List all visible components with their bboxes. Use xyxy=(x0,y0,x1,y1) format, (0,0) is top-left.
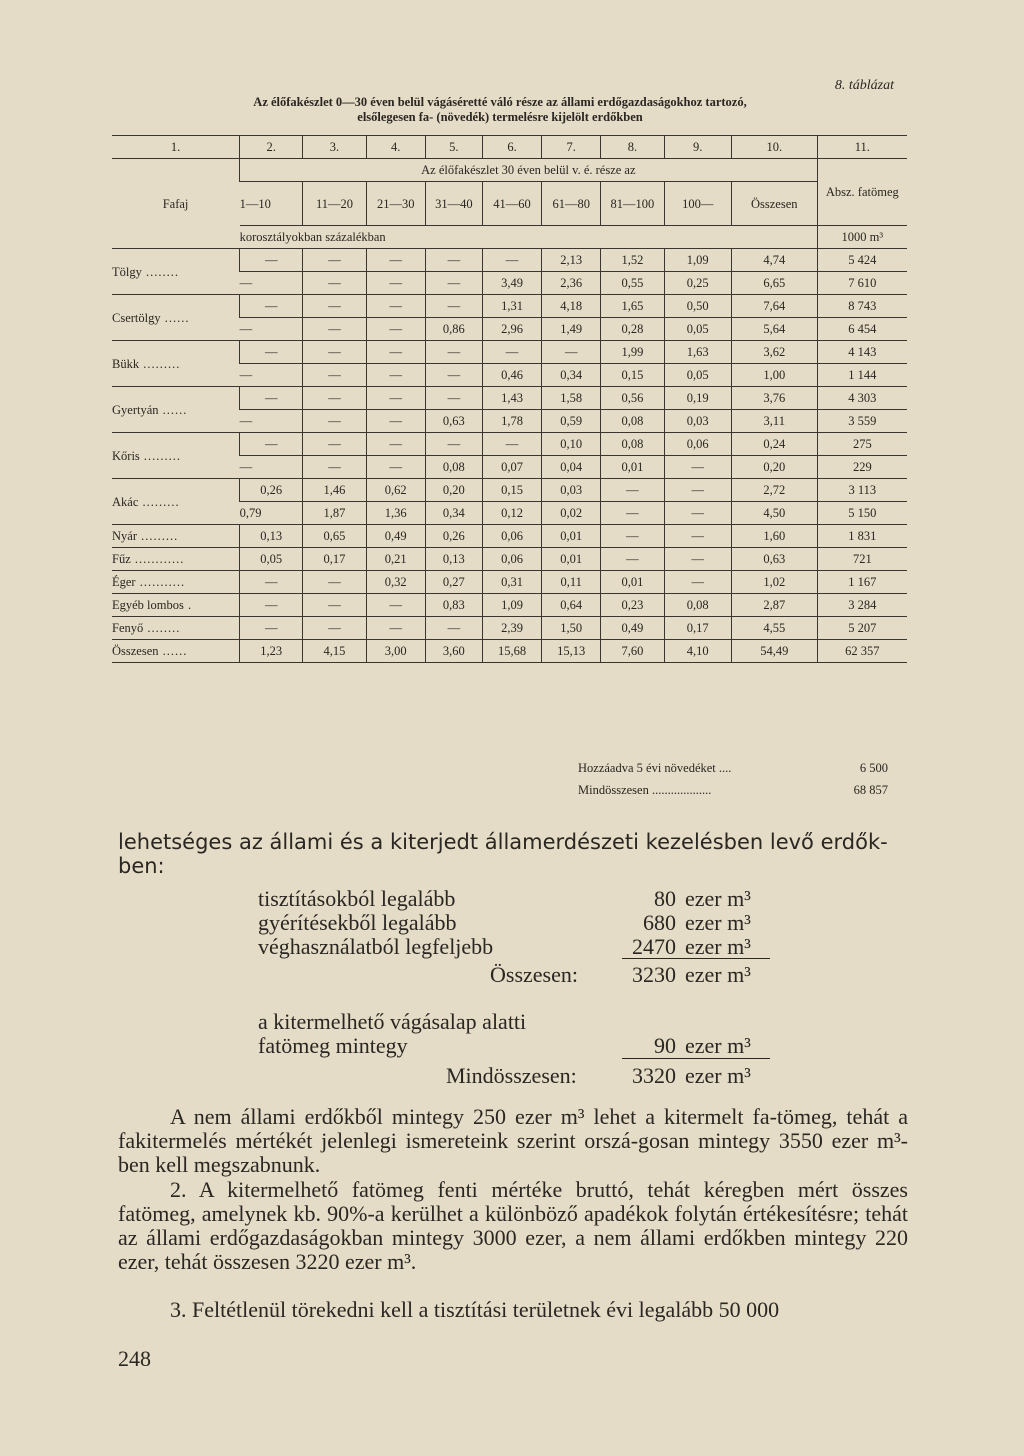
table-cell: 0,13 xyxy=(240,525,303,548)
table-cell: 2,87 xyxy=(731,594,817,617)
table-cell: 4,10 xyxy=(664,640,731,663)
table-cell: — xyxy=(303,341,366,364)
species-name xyxy=(112,479,240,525)
table-cell: — xyxy=(303,272,366,295)
leader-dots: ......... xyxy=(139,356,181,371)
table-cell: 54,49 xyxy=(731,640,817,663)
table-cell: 4 303 xyxy=(817,387,907,410)
table-cell: — xyxy=(366,272,425,295)
species-name xyxy=(112,525,240,548)
calc-block-1: tisztításokból legalább 80 ezer m³ gyérítésekből legalább 680 ezer m³ véghasználatból legfeljebb 2470 ezer m³ Összesen: 3230 ezer m³ xyxy=(0,887,1024,997)
table-label: 8. táblázat xyxy=(834,78,894,93)
table-cell: 0,21 xyxy=(366,548,425,571)
species-name xyxy=(112,433,240,479)
species-label: Csertölgy xyxy=(112,310,161,325)
table-cell: 1,78 xyxy=(482,410,541,433)
total-row xyxy=(112,640,907,663)
species-name xyxy=(112,341,240,387)
table-cell: 0,03 xyxy=(664,410,731,433)
species-label: Nyár xyxy=(112,529,137,543)
table-cell: 6 454 xyxy=(817,318,907,341)
table-cell: 5 150 xyxy=(817,502,907,525)
table-row xyxy=(112,387,907,410)
table-cell: 0,86 xyxy=(425,318,482,341)
table-cell: — xyxy=(303,456,366,479)
species-name xyxy=(112,387,240,433)
age-class-header: Összesen xyxy=(731,182,817,226)
table-cell: 1,00 xyxy=(731,364,817,387)
table-cell: 0,05 xyxy=(240,548,303,571)
leader-dots: ...... xyxy=(158,402,188,417)
column-number: 3. xyxy=(303,136,366,159)
leader-dots: ......... xyxy=(138,494,180,509)
table-cell: 0,32 xyxy=(366,571,425,594)
table-row xyxy=(112,525,907,548)
table-row xyxy=(112,341,907,364)
table-cell: 0,20 xyxy=(425,479,482,502)
table-cell: — xyxy=(240,387,303,410)
table-cell: — xyxy=(425,364,482,387)
table-cell: 0,63 xyxy=(425,410,482,433)
table-cell: — xyxy=(303,249,366,272)
table-cell: 1,60 xyxy=(731,525,817,548)
table-cell: — xyxy=(303,571,366,594)
table-cell: 3,11 xyxy=(731,410,817,433)
table-cell: — xyxy=(601,479,664,502)
page-number: 248 xyxy=(118,1346,151,1371)
table-cell: 1,31 xyxy=(482,295,541,318)
table-cell: 0,79 xyxy=(240,502,303,525)
table-cell: — xyxy=(366,364,425,387)
total-label xyxy=(112,640,240,663)
table-cell: — xyxy=(303,318,366,341)
column-number: 2. xyxy=(240,136,303,159)
leader-dots: . xyxy=(183,598,193,612)
table-cell: 3,60 xyxy=(425,640,482,663)
table-cell: 0,04 xyxy=(542,456,601,479)
table-cell: 0,05 xyxy=(664,318,731,341)
table-row xyxy=(112,571,907,594)
table-cell: — xyxy=(303,295,366,318)
table-cell: 1,46 xyxy=(303,479,366,502)
species-label: Kőris xyxy=(112,448,140,463)
table-cell: 3,76 xyxy=(731,387,817,410)
table-cell: 2,36 xyxy=(542,272,601,295)
table-cell: 0,15 xyxy=(482,479,541,502)
leader-dots: ........ xyxy=(143,621,181,635)
species-label: Egyéb lombos xyxy=(112,598,184,612)
table-cell: 6,65 xyxy=(731,272,817,295)
table-row xyxy=(112,548,907,571)
table-cell: 0,64 xyxy=(542,594,601,617)
table-cell: 7,60 xyxy=(601,640,664,663)
table-cell: 4,55 xyxy=(731,617,817,640)
table-cell: — xyxy=(366,387,425,410)
species-name xyxy=(112,571,240,594)
column-number: 1. xyxy=(112,136,240,159)
table-cell: 0,06 xyxy=(482,548,541,571)
table-caption xyxy=(150,95,850,125)
table-cell: 1,02 xyxy=(731,571,817,594)
table-cell: — xyxy=(240,594,303,617)
table-cell: 0,27 xyxy=(425,571,482,594)
age-class-header: 100— xyxy=(664,182,731,226)
table-cell: 0,01 xyxy=(542,525,601,548)
table-cell: 0,13 xyxy=(425,548,482,571)
table-cell: 4,50 xyxy=(731,502,817,525)
table-cell: 1,09 xyxy=(482,594,541,617)
column-number: 7. xyxy=(542,136,601,159)
calc-block-2: a kitermelhető vágásalap alatti fatömeg mintegy 90 ezer m³ Mindösszesen: 3320 ezer m³ xyxy=(0,1010,1024,1090)
table-cell: — xyxy=(425,387,482,410)
table-cell: 8 743 xyxy=(817,295,907,318)
species-label: Összesen xyxy=(112,644,159,658)
species-name xyxy=(112,617,240,640)
table-cell: — xyxy=(303,410,366,433)
table-cell: 1,87 xyxy=(303,502,366,525)
table-cell: — xyxy=(425,617,482,640)
table-cell: 0,34 xyxy=(425,502,482,525)
table-cell: — xyxy=(240,272,303,295)
table-cell: 0,62 xyxy=(366,479,425,502)
table-cell: 229 xyxy=(817,456,907,479)
column-number: 5. xyxy=(425,136,482,159)
table-cell: — xyxy=(366,456,425,479)
table-cell: 2,39 xyxy=(482,617,541,640)
table-cell: 0,49 xyxy=(366,525,425,548)
table-cell: 1,23 xyxy=(240,640,303,663)
table-cell: 3,00 xyxy=(366,640,425,663)
age-class-header: 21—30 xyxy=(366,182,425,226)
table-cell: 1,63 xyxy=(664,341,731,364)
table-cell: — xyxy=(366,410,425,433)
table-cell: 15,68 xyxy=(482,640,541,663)
table-cell: 4,15 xyxy=(303,640,366,663)
table-cell: — xyxy=(366,318,425,341)
table-cell: — xyxy=(240,571,303,594)
table-cell: — xyxy=(425,433,482,456)
table-cell: — xyxy=(240,318,303,341)
table-cell: 0,28 xyxy=(601,318,664,341)
table-cell: — xyxy=(303,617,366,640)
table-cell: 0,15 xyxy=(601,364,664,387)
table-cell: — xyxy=(240,364,303,387)
table-cell: — xyxy=(425,295,482,318)
table-cell: 1,52 xyxy=(601,249,664,272)
table-cell: — xyxy=(240,433,303,456)
table-cell: 0,02 xyxy=(542,502,601,525)
table-row xyxy=(112,295,907,318)
table-cell: 3,49 xyxy=(482,272,541,295)
table-cell: — xyxy=(240,410,303,433)
column-number: 9. xyxy=(664,136,731,159)
table-cell: 62 357 xyxy=(817,640,907,663)
sum-rule-2 xyxy=(622,1058,770,1059)
table-cell: 3 559 xyxy=(817,410,907,433)
table-cell: 5 207 xyxy=(817,617,907,640)
leader-dots: ......... xyxy=(137,529,179,543)
column-number: 4. xyxy=(366,136,425,159)
table-cell: — xyxy=(664,548,731,571)
table-cell: — xyxy=(425,272,482,295)
table-cell: 275 xyxy=(817,433,907,456)
header-pct: korosztályokban százalékban xyxy=(240,226,818,249)
table-cell: 1 167 xyxy=(817,571,907,594)
table-summary xyxy=(578,757,888,801)
table-cell: 0,65 xyxy=(303,525,366,548)
age-class-header: 81—100 xyxy=(601,182,664,226)
table-cell: — xyxy=(303,364,366,387)
column-number: 6. xyxy=(482,136,541,159)
table-cell: — xyxy=(664,571,731,594)
table-cell: 0,59 xyxy=(542,410,601,433)
table-cell: 0,46 xyxy=(482,364,541,387)
table-cell: — xyxy=(240,295,303,318)
data-table xyxy=(112,135,907,663)
table-cell: — xyxy=(664,502,731,525)
table-cell: 721 xyxy=(817,548,907,571)
table-row xyxy=(112,479,907,502)
table-cell: 4,74 xyxy=(731,249,817,272)
table-cell: 0,56 xyxy=(601,387,664,410)
table-cell: 1 144 xyxy=(817,364,907,387)
table-cell: — xyxy=(240,341,303,364)
leader-dots: ............ xyxy=(130,552,185,566)
table-cell: 0,01 xyxy=(601,571,664,594)
table-cell: — xyxy=(542,341,601,364)
table-row xyxy=(112,249,907,272)
table-cell: — xyxy=(482,249,541,272)
paragraph-3: 2. A kitermelhető fatömeg fenti mértéke bruttó, tehát kéregben mért összes fatömeg, amelynek kb. 90%-a kerülhet a különböző apadékok folytán értékesítésre; tehát az állami erdőgazdaságokban mintegy 3000 ezer, a nem állami erdőkben mintegy 220 ezer, tehát összesen 3220 ezer m³. xyxy=(118,1177,908,1274)
header-absz: Absz. fatömeg xyxy=(817,159,907,226)
table-cell: 0,08 xyxy=(664,594,731,617)
table-cell: — xyxy=(303,433,366,456)
age-class-header: 61—80 xyxy=(542,182,601,226)
leader-dots: ........ xyxy=(141,264,179,279)
table-cell: 0,20 xyxy=(731,456,817,479)
table-cell: 0,08 xyxy=(601,410,664,433)
table-cell: — xyxy=(664,525,731,548)
summary-row-2: Mindösszesen ................... 68 857 xyxy=(578,783,888,797)
table-cell: 0,11 xyxy=(542,571,601,594)
table-cell: 1,09 xyxy=(664,249,731,272)
column-number: 8. xyxy=(601,136,664,159)
table-cell: 0,08 xyxy=(425,456,482,479)
table-cell: 4 143 xyxy=(817,341,907,364)
table-cell: 5 424 xyxy=(817,249,907,272)
species-label: Gyertyán xyxy=(112,402,159,417)
table-cell: 0,05 xyxy=(664,364,731,387)
table-cell: 0,24 xyxy=(731,433,817,456)
table-cell: 2,13 xyxy=(542,249,601,272)
table-cell: 0,23 xyxy=(601,594,664,617)
table-cell: 0,19 xyxy=(664,387,731,410)
table-cell: — xyxy=(482,433,541,456)
table-cell: — xyxy=(482,341,541,364)
column-number-row xyxy=(112,136,907,159)
table-cell: 0,83 xyxy=(425,594,482,617)
table-cell: 7 610 xyxy=(817,272,907,295)
table-cell: 0,17 xyxy=(664,617,731,640)
leader-dots: ........... xyxy=(135,575,186,589)
table-cell: 0,26 xyxy=(240,479,303,502)
table-cell: — xyxy=(664,456,731,479)
table-cell: 2,72 xyxy=(731,479,817,502)
table-cell: — xyxy=(664,479,731,502)
sum-rule-1 xyxy=(622,958,770,959)
table-cell: 0,26 xyxy=(425,525,482,548)
leader-dots: ...... xyxy=(158,644,188,658)
table-cell: 0,50 xyxy=(664,295,731,318)
leader-dots: ......... xyxy=(139,448,182,463)
table-cell: 0,31 xyxy=(482,571,541,594)
table-cell: — xyxy=(303,594,366,617)
table-cell: 1,43 xyxy=(482,387,541,410)
species-name xyxy=(112,594,240,617)
table-cell: — xyxy=(366,617,425,640)
column-number: 10. xyxy=(731,136,817,159)
table-cell: 0,17 xyxy=(303,548,366,571)
table-cell: 0,63 xyxy=(731,548,817,571)
species-name xyxy=(112,249,240,295)
table-cell: — xyxy=(240,456,303,479)
species-label: Fűz xyxy=(112,552,131,566)
table-cell: 3 284 xyxy=(817,594,907,617)
table-cell: 1,58 xyxy=(542,387,601,410)
column-number: 11. xyxy=(817,136,907,159)
table-row xyxy=(112,594,907,617)
table-row xyxy=(112,617,907,640)
header-unit: 1000 m³ xyxy=(817,226,907,249)
table-cell: 0,01 xyxy=(542,548,601,571)
table-cell: 3 113 xyxy=(817,479,907,502)
table-cell: — xyxy=(240,249,303,272)
header-fafaj: Fafaj xyxy=(112,159,240,249)
table-cell: 1,50 xyxy=(542,617,601,640)
table-cell: — xyxy=(366,341,425,364)
table-cell: 3,62 xyxy=(731,341,817,364)
table-cell: 0,12 xyxy=(482,502,541,525)
age-class-header: 41—60 xyxy=(482,182,541,226)
paragraph-1: lehetséges az állami és a kiterjedt államerdészeti kezelésben levő erdők-ben: xyxy=(118,830,888,878)
summary-row-1: Hozzáadva 5 évi növedéket .... 6 500 xyxy=(578,761,888,775)
table-cell: — xyxy=(366,249,425,272)
table-cell: 1,36 xyxy=(366,502,425,525)
species-name xyxy=(112,295,240,341)
age-class-header: 1—10 xyxy=(240,182,303,226)
species-name xyxy=(112,548,240,571)
species-label: Bükk xyxy=(112,356,140,371)
table-cell: 0,01 xyxy=(601,456,664,479)
species-label: Akác xyxy=(112,494,139,509)
table-cell: 0,55 xyxy=(601,272,664,295)
table-cell: 0,34 xyxy=(542,364,601,387)
table-cell: 0,06 xyxy=(664,433,731,456)
age-class-header: 11—20 xyxy=(303,182,366,226)
table-cell: 1,99 xyxy=(601,341,664,364)
table-cell: 0,06 xyxy=(482,525,541,548)
caption-line-2: elsőlegesen fa- (növedék) termelésre kijelölt erdőkben xyxy=(357,110,643,124)
table-cell: 7,64 xyxy=(731,295,817,318)
table-row xyxy=(112,433,907,456)
table-cell: — xyxy=(366,433,425,456)
species-label: Tölgy xyxy=(112,264,142,279)
age-class-header: 31—40 xyxy=(425,182,482,226)
table-cell: 0,08 xyxy=(601,433,664,456)
table-cell: — xyxy=(303,387,366,410)
table-cell: 15,13 xyxy=(542,640,601,663)
table-cell: — xyxy=(240,617,303,640)
paragraph-2: A nem állami erdőkből mintegy 250 ezer m³ lehet a kitermelt fa-tömeg, tehát a fakitermelés mértékét jelenlegi ismereteink szerint orszá-gosan mintegy 3550 ezer m³-ben kell megszabnunk. xyxy=(118,1104,908,1177)
table-cell: — xyxy=(601,502,664,525)
species-label: Fenyő xyxy=(112,621,144,635)
table-cell: — xyxy=(601,548,664,571)
table-cell: 4,18 xyxy=(542,295,601,318)
table-cell: 1,49 xyxy=(542,318,601,341)
leader-dots: ...... xyxy=(160,310,190,325)
table-cell: 1,65 xyxy=(601,295,664,318)
table-cell: — xyxy=(366,295,425,318)
table-cell: — xyxy=(366,594,425,617)
caption-line-1: Az élőfakészlet 0—30 éven belül vágáséretté váló része az állami erdőgazdaságokhoz tartozó, xyxy=(253,95,747,109)
table-cell: 0,03 xyxy=(542,479,601,502)
table-cell: — xyxy=(425,341,482,364)
table-cell: 5,64 xyxy=(731,318,817,341)
table-cell: 0,49 xyxy=(601,617,664,640)
header-span: Az élőfakészlet 30 éven belül v. é. része az xyxy=(240,159,818,182)
paragraph-4: 3. Feltétlenül törekedni kell a tisztítási területnek évi legalább 50 000 xyxy=(170,1298,780,1322)
table-cell: 0,25 xyxy=(664,272,731,295)
species-label: Éger xyxy=(112,575,136,589)
table-cell: 1 831 xyxy=(817,525,907,548)
table-cell: — xyxy=(425,249,482,272)
table-cell: — xyxy=(601,525,664,548)
table-cell: 0,10 xyxy=(542,433,601,456)
table-body xyxy=(112,249,907,663)
table-cell: 2,96 xyxy=(482,318,541,341)
table-cell: 0,07 xyxy=(482,456,541,479)
